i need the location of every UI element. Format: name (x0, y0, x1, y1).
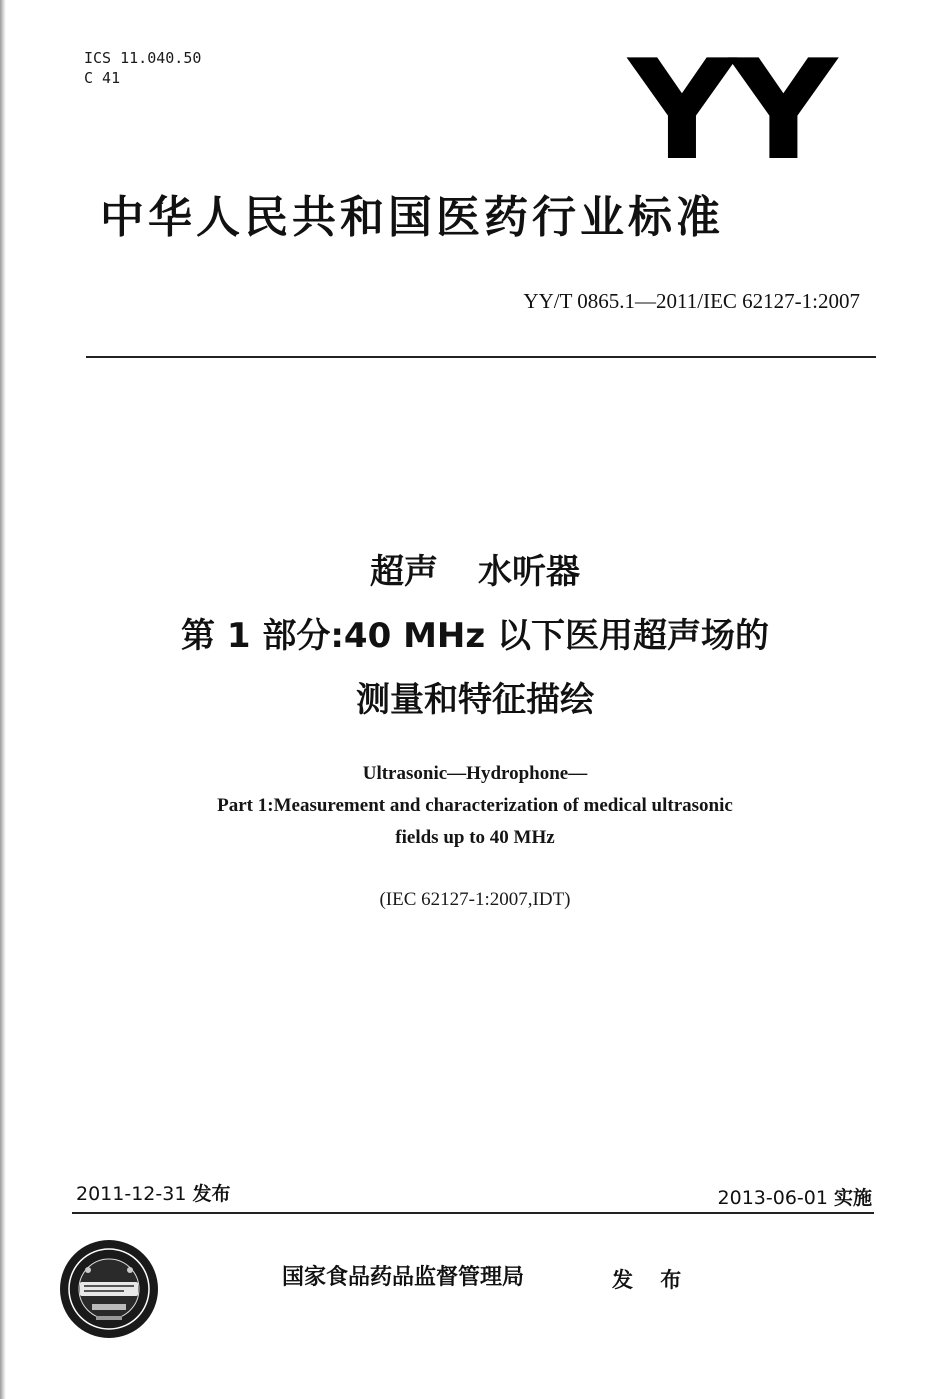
ics-code: ICS 11.040.50 (84, 49, 202, 67)
en-title-line-1: Ultrasonic—Hydrophone— (362, 763, 588, 784)
standard-title: 中华人民共和国医药行业标准 (100, 192, 724, 243)
publish-label: 发 布 (612, 1268, 692, 1292)
english-document-title (60, 758, 890, 854)
issue-label: 发布 (192, 1183, 231, 1205)
scan-edge (0, 0, 6, 1399)
bottom-divider (72, 1212, 874, 1214)
cn-title-line-1 (60, 540, 890, 604)
equivalence-note: (IEC 62127-1:2007,IDT) (379, 889, 571, 910)
yy-logo: YY (628, 30, 831, 191)
en-title-line-2: Part 1:Measurement and characterization of medical ultrasonic (217, 795, 733, 816)
cn-title-line-1b: 水听器 (478, 552, 580, 592)
implement-label: 实施 (833, 1187, 872, 1209)
cn-title-line-3: 测量和特征描绘 (356, 680, 594, 720)
classification-codes (84, 48, 201, 88)
cn-title-line-1a: 超声 (370, 552, 438, 592)
issue-date-value: 2011-12-31 (76, 1183, 187, 1205)
standard-number: YY/T 0865.1—2011/IEC 62127-1:2007 (523, 289, 860, 313)
implement-date-value: 2013-06-01 (717, 1187, 828, 1209)
issue-date (76, 1180, 230, 1208)
publisher-name: 国家食品药品监督管理局 (282, 1265, 525, 1290)
en-title-line-3: fields up to 40 MHz (395, 827, 555, 848)
ccs-code: C 41 (84, 69, 121, 87)
top-divider (86, 356, 876, 358)
implement-date (600, 1184, 872, 1212)
chinese-document-title (60, 540, 890, 732)
certification-seal-icon (58, 1238, 160, 1340)
cn-title-line-2: 第 1 部分:40 MHz 以下医用超声场的 (181, 616, 769, 656)
